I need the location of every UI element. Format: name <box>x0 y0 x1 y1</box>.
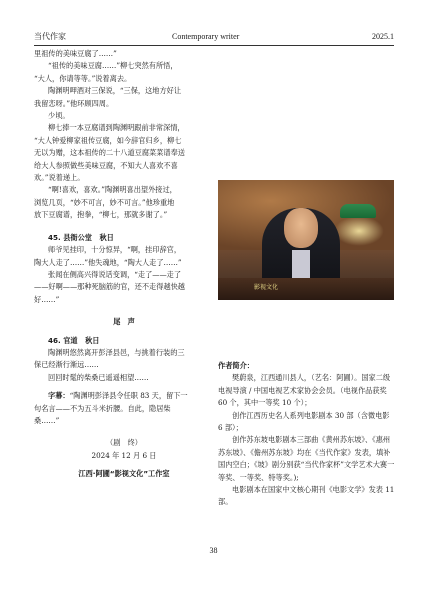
scene-46-heading: 46. 官道 秋日 <box>48 335 100 345</box>
text-line: 里祖传的美味豆腐了……” <box>34 49 117 58</box>
page-header <box>34 31 394 43</box>
caption-label: 字幕： <box>48 391 70 401</box>
text-line: “祖传的美味豆腐……”柳七突然有所悟， <box>48 61 178 71</box>
journal-name-chinese: 当代作家 <box>34 32 66 41</box>
text-line: 放下豆腐谱，抱拳，“柳七，那就多谢了。” <box>34 210 168 220</box>
date-line: 2024 年 12 月 6 日 <box>91 450 157 460</box>
text-line: 欢。”说着递上。 <box>34 173 85 183</box>
text-line: 保已经渐行渐远…… <box>34 360 99 370</box>
desk-lamp <box>340 204 376 218</box>
text-line: 师爷见挂印，十分惊异，“啊，挂印辞官， <box>48 245 182 255</box>
text-line: 陶大人走了……”他失魂地，“陶大人走了……” <box>34 257 182 267</box>
text-line: 回回时髦的柴桑已遥遥相望…… <box>48 372 149 382</box>
page-number: 38 <box>209 546 218 555</box>
text-line: 少顷。 <box>48 111 70 121</box>
studio-name: 江西·阿圃“影视文化”工作室 <box>78 469 170 479</box>
text-line: “大人钟爱柳家祖传豆腐，如今辞官归乡，柳七 <box>34 135 182 145</box>
author-photo <box>218 180 394 300</box>
caption-line: 句名言——不为五斗米折腰。自此，隐居柴 <box>34 403 171 413</box>
journal-name-english: Contemporary writer <box>172 32 240 41</box>
header-rule <box>34 45 394 46</box>
caption-line: “陶渊明彭泽县令任职 83 天，留下一 <box>69 391 188 401</box>
text-line: ——好啊——那种死脑筋的官，还不走得越快越 <box>34 282 185 292</box>
caption-line: 桑……” <box>34 415 60 425</box>
issue-number: 2025.1 <box>372 32 394 41</box>
scene-45-heading: 45. 县衙公堂 秋日 <box>48 232 114 242</box>
text-line: 给大人参照做些美味豆腐，不知大人喜欢不喜 <box>34 160 178 170</box>
bio-paragraph: 电影剧本在国家中文核心期刊《电影文学》发表 11 部。 <box>218 485 395 507</box>
epilogue-heading: 尾 声 <box>113 317 135 327</box>
bio-paragraph: 创作苏东坡电影剧本三部曲《黄州苏东坡》、《惠州苏东坡》、《儋州苏东坡》均在《当代作家》发表，填补国内空白；《坡》剧分别获“当代作家杯”文学艺术大赛一等奖、一等奖、特等奖。); <box>218 435 395 482</box>
end-mark: （剧 终） <box>106 438 142 448</box>
text-line: 我留恋呀。”他环顾四周。 <box>34 98 114 108</box>
text-line: 陶渊明悠然离开彭泽县邑，与挑着行装的三 <box>48 347 185 357</box>
text-line: 柳七捧一本豆腐谱到陶渊明跟前非常深情， <box>48 123 185 133</box>
text-line: 好……” <box>34 294 60 304</box>
bio-paragraph: 创作江西历史名人系列电影剧本 30 部（含微电影 6 部）； <box>218 410 390 433</box>
text-line: 浏览几页，“妙不可言，妙不可言。”他珍重地 <box>34 197 175 207</box>
bio-title: 作者简介： <box>218 361 254 370</box>
photo-watermark: 影视文化 <box>254 284 279 291</box>
text-line: 张闻在侧高兴得说话变调，“走了——走了 <box>48 269 182 279</box>
bio-paragraph: 樊蔚泉，江西通川县人，（艺名：阿圃）。国家二级电视导演 / 中国电视艺术家协会会员。（电视作品获奖 60 个，其中一等奖 10 个）； <box>218 373 391 408</box>
main-text-column <box>34 48 214 481</box>
text-line: “啊!喜欢，喜欢。”陶渊明喜出望外接过， <box>48 185 177 195</box>
author-bio <box>218 360 396 509</box>
text-line: 无以为赠，这本祖传的二十八道豆腐菜菜谱奉送 <box>34 148 185 158</box>
text-line: “大人，你请等等。”说着离去。 <box>34 73 132 83</box>
text-line: 陶渊明呷酒对三保说，“三保，这地方好让 <box>48 86 182 96</box>
